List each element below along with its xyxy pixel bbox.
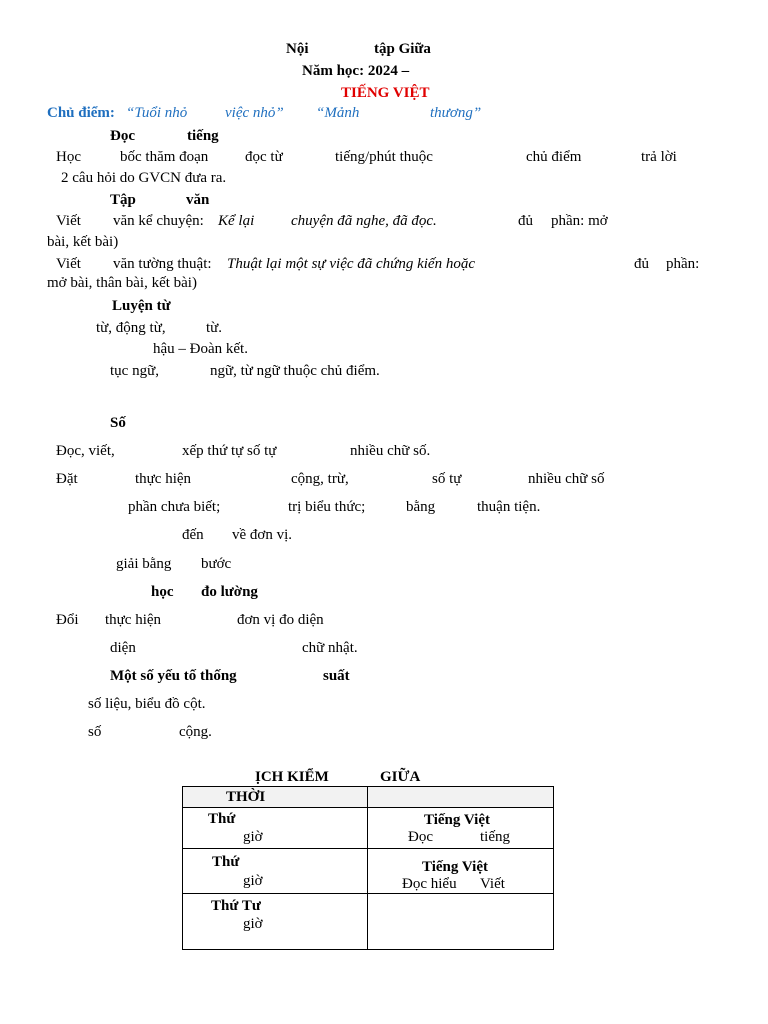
reading-text: Học: [56, 149, 81, 165]
numbers-text: đến: [182, 527, 204, 543]
table-cell-time: [183, 808, 368, 849]
school-year: Năm học: 2024 –: [302, 63, 410, 79]
time-label: giờ: [243, 873, 263, 889]
writing-text: Kể lại: [218, 213, 255, 229]
day-label: Thứ Tư: [211, 898, 261, 914]
doc-title-left: Nội: [286, 41, 309, 57]
section-heading-numbers: Số: [110, 415, 126, 431]
topic-part: “Tuổi nhỏ: [126, 105, 188, 121]
subject-label: Tiếng Việt: [422, 859, 488, 875]
table-cell-time: [183, 894, 368, 950]
section-heading-measure: đo lường: [201, 584, 258, 600]
writing-text: mở bài, thân bài, kết bài): [47, 275, 197, 291]
table-cell-subject: [368, 808, 554, 849]
table-row: [183, 808, 554, 849]
writing-text: Viết: [56, 256, 81, 272]
measure-text: thực hiện: [105, 612, 162, 628]
vocab-text: hậu – Đoàn kết.: [153, 341, 248, 357]
schedule-title: GIỮA: [380, 769, 421, 785]
section-heading-vocab: Luyện từ: [112, 298, 171, 314]
day-label: Thứ: [208, 811, 236, 827]
topic-part: việc nhỏ”: [225, 105, 284, 121]
measure-text: diện: [110, 640, 136, 656]
writing-text: phần:: [666, 256, 700, 272]
measure-text: Đổi: [56, 612, 79, 628]
table-header-cell: [183, 787, 368, 808]
writing-text: đủ: [634, 256, 649, 272]
reading-text: trả lời: [641, 149, 677, 165]
section-heading-stats: suất: [323, 668, 350, 684]
writing-text: văn tường thuật:: [113, 256, 212, 272]
table-row: [183, 894, 554, 950]
reading-text: chủ điểm: [526, 149, 582, 165]
subject-label: Tiếng Việt: [424, 812, 490, 828]
numbers-text: trị biểu thức;: [288, 499, 366, 515]
numbers-text: cộng, trừ,: [291, 471, 349, 487]
measure-text: đơn vị đo diện: [237, 612, 324, 628]
section-heading-stats: Một số yếu tố thống: [110, 668, 237, 684]
reading-text: đọc từ: [245, 149, 283, 165]
reading-text: bốc thăm đoạn: [120, 149, 209, 165]
table-cell-subject: [368, 894, 554, 950]
writing-text: phần: mở: [551, 213, 608, 229]
writing-text: văn kể chuyện:: [113, 213, 204, 229]
reading-text: 2 câu hỏi do GVCN đưa ra.: [61, 170, 227, 186]
numbers-text: giải bằng: [116, 556, 172, 572]
stats-text: số: [88, 724, 102, 740]
table-row: [183, 849, 554, 894]
section-heading-reading: tiếng: [187, 128, 219, 144]
topic-part: thương”: [430, 105, 482, 121]
subject-detail: Đọc hiểu: [402, 876, 457, 892]
subject-detail: Đọc: [408, 829, 433, 845]
doc-title-right: tập Giữa: [374, 41, 431, 57]
numbers-text: xếp thứ tự số tự: [182, 443, 277, 459]
table-cell-time: [183, 849, 368, 894]
numbers-text: nhiều chữ số: [528, 471, 605, 487]
topic-part: “Mảnh: [316, 105, 360, 121]
section-heading-measure: học: [151, 584, 174, 600]
subject-detail: tiếng: [480, 829, 510, 845]
schedule-table: [182, 786, 554, 950]
reading-text: tiếng/phút thuộc: [335, 149, 433, 165]
numbers-text: nhiều chữ số.: [350, 443, 431, 459]
section-heading-writing: Tập: [110, 192, 136, 208]
numbers-text: về đơn vị.: [232, 527, 293, 543]
vocab-text: từ, động từ,: [96, 320, 166, 336]
table-cell-subject: [368, 849, 554, 894]
day-label: Thứ: [212, 854, 240, 870]
writing-text: bài, kết bài): [47, 234, 119, 250]
stats-text: cộng.: [179, 724, 212, 740]
numbers-text: thực hiện: [135, 471, 192, 487]
subject-heading: TIẾNG VIỆT: [341, 85, 430, 101]
measure-text: chữ nhật.: [302, 640, 358, 656]
numbers-text: Đọc, viết,: [56, 443, 115, 459]
numbers-text: số tự: [432, 471, 462, 487]
numbers-text: bằng: [406, 499, 436, 515]
schedule-title: ỊCH KIỂM: [255, 769, 329, 785]
topic-label: Chủ điểm:: [47, 105, 115, 121]
time-label: giờ: [243, 916, 263, 932]
stats-text: số liệu, biểu đồ cột.: [88, 696, 206, 712]
column-header-time: THỜI: [226, 789, 266, 805]
time-label: giờ: [243, 829, 263, 845]
numbers-text: bước: [201, 556, 232, 572]
numbers-text: Đặt: [56, 471, 78, 487]
writing-text: Thuật lại một sự việc đã chứng kiến hoặc: [227, 256, 475, 272]
numbers-text: phần chưa biết;: [128, 499, 221, 515]
section-heading-writing: văn: [186, 192, 210, 208]
subject-detail: Viết: [480, 876, 505, 892]
writing-text: chuyện đã nghe, đã đọc.: [291, 213, 437, 229]
table-header-cell: [368, 787, 554, 808]
vocab-text: tục ngữ,: [110, 363, 159, 379]
numbers-text: thuận tiện.: [477, 499, 541, 515]
vocab-text: ngữ, từ ngữ thuộc chủ điểm.: [210, 363, 380, 379]
vocab-text: từ.: [206, 320, 223, 336]
writing-text: Viết: [56, 213, 81, 229]
section-heading-reading: Đọc: [110, 128, 135, 144]
table-header-row: [183, 787, 554, 808]
writing-text: đủ: [518, 213, 533, 229]
